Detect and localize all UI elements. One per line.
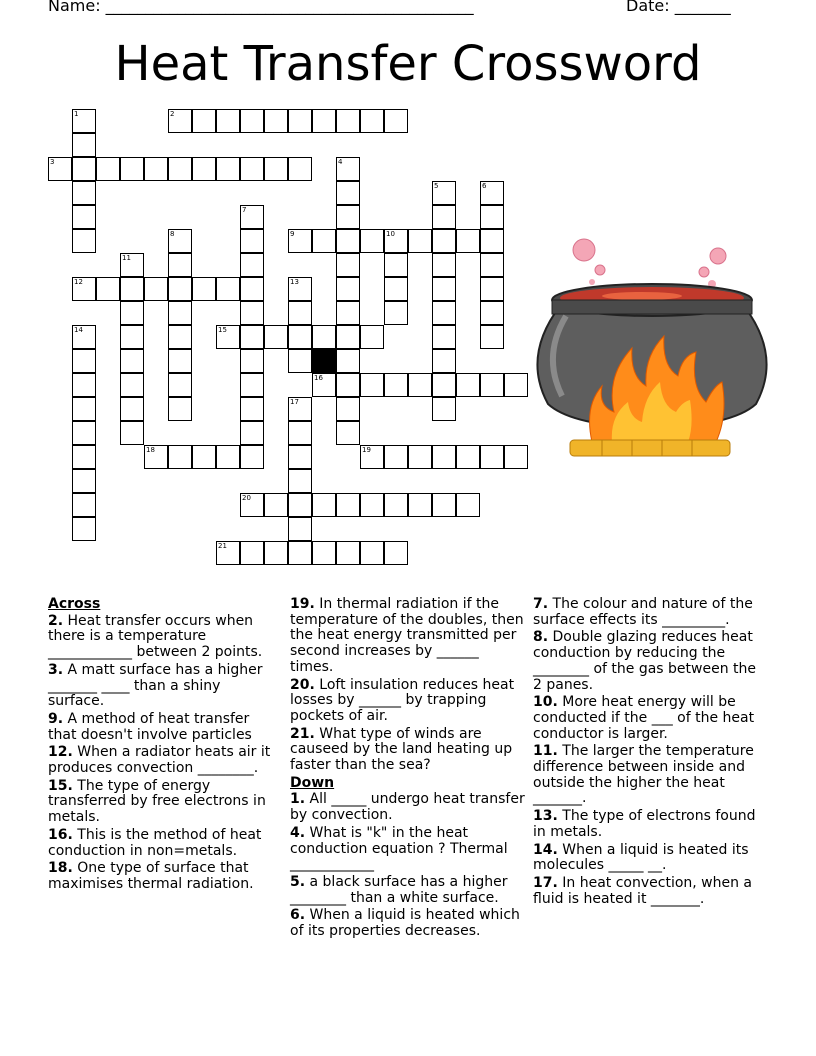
crossword-cell[interactable] — [384, 493, 408, 517]
clue-number: 21 — [218, 542, 227, 550]
clue-text: When a radiator heats air it produces convection ________. — [48, 744, 271, 777]
crossword-cell[interactable] — [432, 325, 456, 349]
crossword-cell[interactable] — [168, 325, 192, 349]
crossword-cell[interactable] — [384, 373, 408, 397]
clue-number: 19. — [290, 596, 315, 612]
crossword-cell[interactable] — [384, 277, 408, 301]
clue-text: This is the method of heat conduction in non=metals. — [48, 826, 262, 859]
clue-number: 17 — [290, 398, 299, 406]
crossword-cell[interactable] — [288, 469, 312, 493]
down-heading: Down — [290, 774, 335, 791]
clue-text: One type of surface that maximises thermal radiation. — [48, 860, 254, 892]
crossword-cell[interactable] — [312, 541, 336, 565]
clue-number: 20. — [290, 676, 315, 693]
clue-text: In thermal radiation if the temperature of the doubles, then the heat energy transmitted per second increases by ______ times. — [290, 596, 524, 675]
crossword-cell[interactable] — [504, 445, 528, 469]
crossword-cell[interactable] — [288, 109, 312, 133]
clue-text: When a liquid is heated which of its properties decreases. — [290, 907, 520, 940]
clue-text: More heat energy will be conducted if the ___ of the heat conductor is larger. — [533, 694, 755, 742]
crossword-cell[interactable] — [384, 301, 408, 325]
crossword-cell[interactable] — [120, 325, 144, 349]
crossword-cell[interactable] — [288, 493, 312, 517]
crossword-cell[interactable] — [72, 205, 96, 229]
crossword-cell[interactable] — [72, 277, 96, 301]
crossword-cell[interactable] — [312, 229, 336, 253]
crossword-cell[interactable] — [288, 445, 312, 469]
clue-text: In heat convection, when a fluid is heated it _______. — [533, 874, 753, 907]
crossword-cell[interactable] — [168, 349, 192, 373]
crossword-cell[interactable] — [240, 349, 264, 373]
clue-number: 16 — [314, 374, 323, 382]
crossword-cell[interactable] — [72, 181, 96, 205]
crossword-cell[interactable] — [120, 373, 144, 397]
crossword-cell[interactable] — [312, 493, 336, 517]
crossword-cell[interactable] — [456, 229, 480, 253]
crossword-cell[interactable] — [408, 229, 432, 253]
bubble-icon — [595, 265, 605, 275]
crossword-cell[interactable] — [216, 541, 240, 565]
clue-number: 15. — [48, 777, 73, 794]
crossword-cell[interactable] — [72, 229, 96, 253]
crossword-cell[interactable] — [432, 301, 456, 325]
crossword-cell[interactable] — [192, 277, 216, 301]
clue-number: 16. — [48, 826, 73, 843]
crossword-cell[interactable] — [72, 469, 96, 493]
crossword-cell[interactable] — [360, 109, 384, 133]
clue-text: a black surface has a higher ________ than a white surface. — [290, 873, 508, 906]
clue-number: 9 — [290, 230, 295, 238]
crossword-cell[interactable] — [168, 301, 192, 325]
across-heading: Across — [48, 596, 101, 612]
crossword-cell[interactable] — [336, 253, 360, 277]
clue-text: What type of winds are causeed by the land heating up faster than the sea? — [290, 725, 513, 774]
crossword-cell[interactable] — [72, 445, 96, 469]
crossword-cell[interactable] — [288, 517, 312, 541]
clue-number: 5 — [434, 182, 439, 190]
crossword-cell[interactable] — [312, 325, 336, 349]
crossword-cell[interactable] — [72, 157, 96, 181]
crossword-cell[interactable] — [192, 109, 216, 133]
clue-number: 10. — [533, 694, 558, 711]
bubble-icon — [710, 248, 726, 264]
crossword-cell[interactable] — [288, 157, 312, 181]
down-clue — [533, 597, 769, 628]
clue-number: 14 — [74, 326, 83, 334]
crossword-cell[interactable] — [432, 205, 456, 229]
down-clue — [533, 809, 769, 840]
crossword-cell[interactable] — [72, 373, 96, 397]
cauldron-illustration — [532, 236, 772, 466]
crossword-cell[interactable] — [168, 397, 192, 421]
crossword-cell[interactable] — [288, 229, 312, 253]
crossword-cell[interactable] — [360, 373, 384, 397]
crossword-cell[interactable] — [480, 277, 504, 301]
clue-number: 18 — [146, 446, 155, 454]
page-title: Heat Transfer Crossword — [114, 36, 702, 92]
crossword-cell[interactable] — [288, 397, 312, 421]
crossword-cell[interactable] — [288, 325, 312, 349]
crossword-cell[interactable] — [240, 325, 264, 349]
crossword-cell[interactable] — [384, 541, 408, 565]
clue-column-1 — [48, 597, 276, 895]
crossword-cell[interactable] — [456, 373, 480, 397]
crossword-cell[interactable] — [72, 517, 96, 541]
clue-number: 10 — [386, 230, 395, 238]
crossword-cell[interactable] — [408, 493, 432, 517]
clue-number: 3. — [48, 661, 64, 678]
crossword-cell[interactable] — [264, 325, 288, 349]
crossword-cell[interactable] — [264, 493, 288, 517]
clue-number: 11 — [122, 254, 131, 262]
crossword-cell[interactable] — [432, 397, 456, 421]
crossword-cell[interactable] — [456, 445, 480, 469]
crossword-cell[interactable] — [336, 109, 360, 133]
crossword-cell[interactable] — [192, 157, 216, 181]
crossword-cell[interactable] — [336, 349, 360, 373]
crossword-cell[interactable] — [72, 421, 96, 445]
clue-column-2 — [290, 597, 526, 942]
crossword-cell[interactable] — [264, 541, 288, 565]
crossword-cell[interactable] — [72, 109, 96, 133]
clue-number: 6. — [290, 907, 306, 924]
crossword-cell[interactable] — [480, 445, 504, 469]
crossword-cell[interactable] — [360, 541, 384, 565]
clue-text: A method of heat transfer that doesn't involve particles — [48, 710, 252, 743]
crossword-cell[interactable] — [96, 277, 120, 301]
crossword-cell[interactable] — [288, 277, 312, 301]
clue-text: The colour and nature of the surface effects its _________. — [533, 596, 753, 628]
crossword-cell[interactable] — [168, 109, 192, 133]
crossword-cell[interactable] — [456, 493, 480, 517]
crossword-cell[interactable] — [360, 493, 384, 517]
across-clue — [48, 712, 276, 743]
crossword-cell[interactable] — [216, 445, 240, 469]
crossword-cell[interactable] — [120, 349, 144, 373]
crossword-cell[interactable] — [360, 229, 384, 253]
crossword-cell[interactable] — [384, 253, 408, 277]
clue-number: 17. — [533, 874, 558, 891]
crossword-cell[interactable] — [192, 445, 216, 469]
down-clue — [533, 876, 769, 907]
clue-number: 8 — [170, 230, 175, 238]
across-clue — [290, 678, 526, 725]
clue-number: 6 — [482, 182, 487, 190]
crossword-cell[interactable] — [240, 205, 264, 229]
crossword-cell[interactable] — [336, 397, 360, 421]
clue-text: The larger the temperature difference between inside and outside the higher the heat _______. — [533, 743, 754, 807]
crossword-cell[interactable] — [408, 445, 432, 469]
clue-number: 14. — [533, 841, 558, 858]
crossword-cell[interactable] — [336, 493, 360, 517]
crossword-cell[interactable] — [144, 277, 168, 301]
crossword-cell[interactable] — [240, 277, 264, 301]
crossword-cell[interactable] — [240, 109, 264, 133]
crossword-cell[interactable] — [288, 421, 312, 445]
crossword-cell[interactable] — [480, 181, 504, 205]
crossword-cell[interactable] — [240, 301, 264, 325]
clue-number: 4 — [338, 158, 343, 166]
clue-number: 13 — [290, 278, 299, 286]
down-clue — [290, 792, 526, 823]
crossword-cell[interactable] — [312, 109, 336, 133]
down-clue — [533, 843, 769, 874]
crossword-cell[interactable] — [336, 373, 360, 397]
across-clue — [290, 597, 526, 676]
crossword-cell[interactable] — [72, 493, 96, 517]
crossword-cell[interactable] — [168, 445, 192, 469]
clue-number: 12. — [48, 744, 73, 761]
bubble-icon — [589, 279, 595, 285]
crossword-cell[interactable] — [504, 373, 528, 397]
crossword-cell[interactable] — [240, 253, 264, 277]
clue-number: 2. — [48, 612, 64, 629]
down-clue — [533, 630, 769, 693]
crossword-cell[interactable] — [168, 229, 192, 253]
crossword-cell[interactable] — [384, 109, 408, 133]
crossword-cell[interactable] — [432, 253, 456, 277]
crossword-cell[interactable] — [144, 157, 168, 181]
crossword-cell[interactable] — [120, 397, 144, 421]
clue-number: 1. — [290, 791, 306, 808]
clue-number: 4. — [290, 824, 306, 841]
crossword-cell[interactable] — [480, 301, 504, 325]
across-clue — [48, 663, 276, 710]
clue-number: 7 — [242, 206, 247, 214]
crossword-cell[interactable] — [432, 373, 456, 397]
clue-number: 1 — [74, 110, 79, 118]
crossword-cell[interactable] — [72, 349, 96, 373]
crossword-cell[interactable] — [168, 253, 192, 277]
clue-text: A matt surface has a higher _______ ____ than a shiny surface. — [48, 661, 263, 710]
crossword-cell[interactable] — [336, 421, 360, 445]
clue-number: 12 — [74, 278, 83, 286]
crossword-cell[interactable] — [432, 181, 456, 205]
down-clue — [290, 875, 526, 906]
clue-number: 11. — [533, 743, 558, 760]
down-clue — [290, 826, 526, 873]
clue-text: The type of energy transferred by free electrons in metals. — [48, 777, 266, 826]
crossword-cell[interactable] — [216, 277, 240, 301]
crossword-cell[interactable] — [48, 157, 72, 181]
crossword-cell[interactable] — [168, 373, 192, 397]
clue-text: When a liquid is heated its molecules _____ __. — [533, 841, 749, 874]
clue-number: 2 — [170, 110, 175, 118]
clue-number: 13. — [533, 808, 558, 825]
crossword-cell[interactable] — [480, 253, 504, 277]
clue-number: 9. — [48, 710, 64, 727]
clue-number: 18. — [48, 860, 73, 877]
crossword-cell[interactable] — [336, 301, 360, 325]
down-clue — [533, 695, 769, 742]
crossword-cell[interactable] — [432, 349, 456, 373]
clue-text: All _____ undergo heat transfer by convection. — [290, 791, 525, 824]
clue-text: The type of electrons found in metals. — [533, 808, 756, 840]
down-clue — [533, 744, 769, 807]
crossword-cell[interactable] — [216, 325, 240, 349]
crossword-cell[interactable] — [336, 277, 360, 301]
clue-column-3 — [533, 597, 769, 909]
across-clue — [48, 745, 276, 776]
crossword-cell[interactable] — [480, 229, 504, 253]
crossword-cell[interactable] — [384, 445, 408, 469]
crossword-cell[interactable] — [264, 109, 288, 133]
crossword-cell[interactable] — [432, 229, 456, 253]
crossword-cell[interactable] — [72, 133, 96, 157]
clue-number: 19 — [362, 446, 371, 454]
bubble-icon — [573, 239, 595, 261]
crossword-cell[interactable] — [288, 349, 312, 373]
crossword-cell[interactable] — [432, 277, 456, 301]
crossword-cell[interactable] — [336, 229, 360, 253]
crossword-cell[interactable] — [216, 157, 240, 181]
across-clue — [48, 861, 276, 892]
clue-number: 15 — [218, 326, 227, 334]
crossword-cell[interactable] — [120, 253, 144, 277]
across-clue — [48, 828, 276, 859]
crossword-cell[interactable] — [408, 373, 432, 397]
date-field-label[interactable]: Date: _______ — [626, 0, 731, 15]
clue-number: 20 — [242, 494, 251, 502]
across-clue — [48, 779, 276, 826]
crossword-cell[interactable] — [120, 421, 144, 445]
clue-text: Heat transfer occurs when there is a temperature ____________ between 2 points. — [48, 612, 263, 661]
crossword-cell[interactable] — [240, 397, 264, 421]
crossword-cell[interactable] — [144, 445, 168, 469]
crossword-cell[interactable] — [240, 445, 264, 469]
crossword-cell[interactable] — [384, 229, 408, 253]
crossword-cell[interactable] — [360, 325, 384, 349]
crossword-cell[interactable] — [72, 397, 96, 421]
clue-number: 8. — [533, 629, 549, 646]
clue-text: What is "k" in the heat conduction equation ? Thermal ____________ — [290, 824, 508, 873]
crossword-cell[interactable] — [240, 541, 264, 565]
crossword-cell[interactable] — [168, 157, 192, 181]
clue-number: 3 — [50, 158, 55, 166]
bubble-icon — [699, 267, 709, 277]
crossword-cell[interactable] — [288, 301, 312, 325]
crossword-cell[interactable] — [336, 157, 360, 181]
crossword-cell[interactable] — [360, 445, 384, 469]
crossword-cell[interactable] — [336, 541, 360, 565]
crossword-cell[interactable] — [240, 229, 264, 253]
crossword-cell[interactable] — [120, 301, 144, 325]
crossword-cell[interactable] — [480, 325, 504, 349]
crossword-cell[interactable] — [240, 157, 264, 181]
crossword-cell[interactable] — [240, 373, 264, 397]
crossword-cell[interactable] — [120, 157, 144, 181]
crossword-cell[interactable] — [480, 205, 504, 229]
crossword-cell[interactable] — [432, 493, 456, 517]
name-field-label[interactable]: Name: ______________________________________________ — [48, 0, 474, 15]
crossword-cell[interactable] — [312, 373, 336, 397]
down-clue — [290, 908, 526, 939]
crossword-cell[interactable] — [240, 493, 264, 517]
crossword-cell[interactable] — [216, 109, 240, 133]
crossword-cell[interactable] — [336, 181, 360, 205]
crossword-cell[interactable] — [336, 325, 360, 349]
across-clue — [290, 727, 526, 774]
clue-text: Loft insulation reduces heat losses by ______ by trapping pockets of air. — [290, 676, 515, 724]
crossword-cell[interactable] — [96, 157, 120, 181]
clue-number: 21. — [290, 725, 315, 742]
crossword-cell[interactable] — [264, 157, 288, 181]
crossword-cell[interactable] — [288, 541, 312, 565]
crossword-cell[interactable] — [240, 421, 264, 445]
crossword-cell[interactable] — [72, 325, 96, 349]
crossword-cell[interactable] — [432, 445, 456, 469]
crossword-cell[interactable] — [168, 277, 192, 301]
crossword-cell[interactable] — [480, 373, 504, 397]
clue-text: Double glazing reduces heat conduction by reducing the ________ of the gas between the 2 panes. — [533, 629, 756, 693]
wood-log-icon — [570, 440, 730, 456]
crossword-cell[interactable] — [336, 205, 360, 229]
crossword-cell[interactable] — [120, 277, 144, 301]
crossword-black-cell — [312, 349, 336, 373]
clue-number: 7. — [533, 596, 549, 612]
clue-number: 5. — [290, 873, 306, 890]
across-clue — [48, 614, 276, 661]
